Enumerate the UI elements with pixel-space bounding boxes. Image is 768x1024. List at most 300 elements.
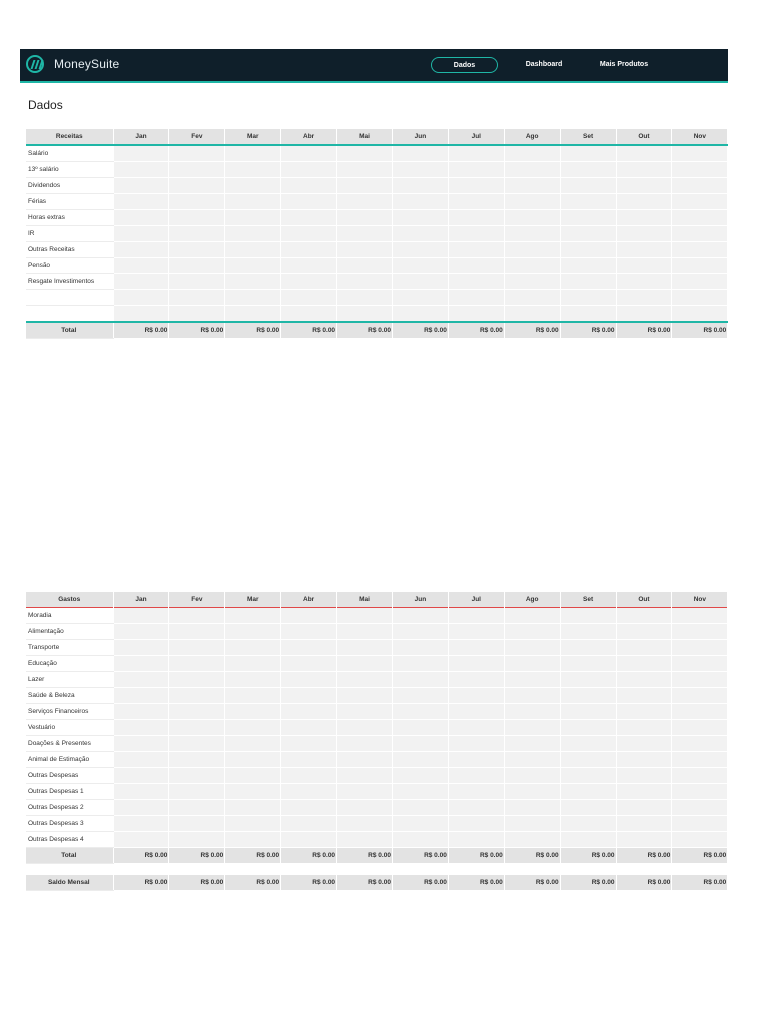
- gastos-cell-nov[interactable]: [672, 768, 728, 784]
- gastos-cell-ago[interactable]: [504, 768, 560, 784]
- gastos-cell-abr[interactable]: [281, 784, 337, 800]
- gastos-cell-jul[interactable]: [448, 736, 504, 752]
- gastos-cell-out[interactable]: [616, 608, 672, 624]
- gastos-cell-nov[interactable]: [672, 720, 728, 736]
- receitas-cell-abr[interactable]: [281, 194, 337, 210]
- gastos-cell-jun[interactable]: [392, 832, 448, 848]
- receitas-cell-ago[interactable]: [504, 306, 560, 323]
- gastos-cell-jun[interactable]: [392, 608, 448, 624]
- gastos-cell-mar[interactable]: [225, 640, 281, 656]
- receitas-cell-fev[interactable]: [169, 290, 225, 306]
- receitas-cell-nov[interactable]: [672, 258, 728, 274]
- gastos-cell-out[interactable]: [616, 736, 672, 752]
- gastos-cell-out[interactable]: [616, 624, 672, 640]
- gastos-cell-fev[interactable]: [169, 816, 225, 832]
- gastos-cell-set[interactable]: [560, 608, 616, 624]
- gastos-cell-abr[interactable]: [281, 688, 337, 704]
- receitas-cell-set[interactable]: [560, 274, 616, 290]
- gastos-cell-set[interactable]: [560, 816, 616, 832]
- saldo-fev: R$ 0.00: [169, 875, 225, 891]
- gastos-cell-abr[interactable]: [281, 736, 337, 752]
- gastos-cell-mai[interactable]: [337, 672, 393, 688]
- gastos-cell-ago[interactable]: [504, 784, 560, 800]
- gastos-cell-set[interactable]: [560, 832, 616, 848]
- gastos-cell-set[interactable]: [560, 720, 616, 736]
- receitas-cell-abr[interactable]: [281, 162, 337, 178]
- receitas-cell-ago[interactable]: [504, 162, 560, 178]
- gastos-cell-ago[interactable]: [504, 832, 560, 848]
- receitas-cell-nov[interactable]: [672, 162, 728, 178]
- receitas-cell-jan[interactable]: [113, 290, 169, 306]
- receitas-cell-set[interactable]: [560, 145, 616, 162]
- gastos-cell-jun[interactable]: [392, 672, 448, 688]
- gastos-cell-mai[interactable]: [337, 688, 393, 704]
- gastos-cell-abr[interactable]: [281, 672, 337, 688]
- receitas-cell-jul[interactable]: [448, 258, 504, 274]
- receitas-cell-abr[interactable]: [281, 210, 337, 226]
- gastos-cell-mar[interactable]: [225, 688, 281, 704]
- gastos-cell-out[interactable]: [616, 720, 672, 736]
- receitas-cell-mar[interactable]: [225, 242, 281, 258]
- gastos-cell-mar[interactable]: [225, 816, 281, 832]
- gastos-cell-out[interactable]: [616, 816, 672, 832]
- receitas-cell-fev[interactable]: [169, 162, 225, 178]
- receitas-cell-nov[interactable]: [672, 242, 728, 258]
- gastos-cell-abr[interactable]: [281, 816, 337, 832]
- gastos-cell-set[interactable]: [560, 752, 616, 768]
- gastos-row-label: Serviços Financeiros: [26, 704, 113, 720]
- gastos-cell-nov[interactable]: [672, 656, 728, 672]
- gastos-cell-abr[interactable]: [281, 800, 337, 816]
- gastos-cell-mar[interactable]: [225, 656, 281, 672]
- gastos-cell-jul[interactable]: [448, 688, 504, 704]
- gastos-cell-set[interactable]: [560, 736, 616, 752]
- receitas-cell-out[interactable]: [616, 274, 672, 290]
- gastos-cell-nov[interactable]: [672, 640, 728, 656]
- gastos-cell-mar[interactable]: [225, 832, 281, 848]
- gastos-cell-mai[interactable]: [337, 640, 393, 656]
- receitas-cell-mai[interactable]: [337, 274, 393, 290]
- gastos-cell-set[interactable]: [560, 784, 616, 800]
- receitas-cell-ago[interactable]: [504, 290, 560, 306]
- gastos-row-label: Outras Despesas: [26, 768, 113, 784]
- gastos-cell-jan[interactable]: [113, 816, 169, 832]
- gastos-cell-abr[interactable]: [281, 624, 337, 640]
- receitas-cell-mar[interactable]: [225, 210, 281, 226]
- gastos-cell-mar[interactable]: [225, 768, 281, 784]
- gastos-cell-mai[interactable]: [337, 608, 393, 624]
- receitas-cell-mai[interactable]: [337, 178, 393, 194]
- gastos-cell-jul[interactable]: [448, 608, 504, 624]
- receitas-cell-jul[interactable]: [448, 162, 504, 178]
- gastos-cell-ago[interactable]: [504, 752, 560, 768]
- gastos-cell-mai[interactable]: [337, 768, 393, 784]
- month-header-jul: Jul: [448, 129, 504, 145]
- gastos-cell-ago[interactable]: [504, 608, 560, 624]
- gastos-cell-fev[interactable]: [169, 752, 225, 768]
- receitas-cell-fev[interactable]: [169, 306, 225, 323]
- receitas-cell-abr[interactable]: [281, 242, 337, 258]
- gastos-cell-fev[interactable]: [169, 832, 225, 848]
- gastos-cell-jul[interactable]: [448, 624, 504, 640]
- receitas-cell-set[interactable]: [560, 210, 616, 226]
- receitas-cell-abr[interactable]: [281, 274, 337, 290]
- receitas-cell-mar[interactable]: [225, 226, 281, 242]
- gastos-cell-fev[interactable]: [169, 784, 225, 800]
- receitas-cell-jun[interactable]: [392, 210, 448, 226]
- receitas-cell-fev[interactable]: [169, 210, 225, 226]
- receitas-cell-jul[interactable]: [448, 194, 504, 210]
- gastos-cell-jan[interactable]: [113, 832, 169, 848]
- gastos-cell-abr[interactable]: [281, 608, 337, 624]
- receitas-cell-nov[interactable]: [672, 274, 728, 290]
- month-header-fev: Fev: [169, 129, 225, 145]
- gastos-cell-mar[interactable]: [225, 672, 281, 688]
- gastos-cell-fev[interactable]: [169, 800, 225, 816]
- gastos-cell-nov[interactable]: [672, 672, 728, 688]
- receitas-cell-jan[interactable]: [113, 210, 169, 226]
- receitas-cell-jul[interactable]: [448, 290, 504, 306]
- gastos-cell-mai[interactable]: [337, 752, 393, 768]
- receitas-cell-nov[interactable]: [672, 178, 728, 194]
- receitas-cell-jun[interactable]: [392, 226, 448, 242]
- gastos-cell-abr[interactable]: [281, 656, 337, 672]
- gastos-cell-jan[interactable]: [113, 800, 169, 816]
- gastos-cell-out[interactable]: [616, 752, 672, 768]
- gastos-cell-ago[interactable]: [504, 656, 560, 672]
- gastos-cell-out[interactable]: [616, 768, 672, 784]
- gastos-cell-jun[interactable]: [392, 816, 448, 832]
- gastos-cell-mar[interactable]: [225, 720, 281, 736]
- gastos-cell-jul[interactable]: [448, 832, 504, 848]
- receitas-cell-nov[interactable]: [672, 226, 728, 242]
- gastos-cell-out[interactable]: [616, 784, 672, 800]
- receitas-cell-jan[interactable]: [113, 258, 169, 274]
- receitas-cell-jul[interactable]: [448, 178, 504, 194]
- receitas-cell-ago[interactable]: [504, 242, 560, 258]
- receitas-cell-out[interactable]: [616, 226, 672, 242]
- gastos-cell-mai[interactable]: [337, 736, 393, 752]
- receitas-cell-out[interactable]: [616, 194, 672, 210]
- receitas-cell-ago[interactable]: [504, 258, 560, 274]
- gastos-cell-abr[interactable]: [281, 832, 337, 848]
- gastos-cell-out[interactable]: [616, 656, 672, 672]
- receitas-cell-mar[interactable]: [225, 194, 281, 210]
- gastos-cell-fev[interactable]: [169, 672, 225, 688]
- receitas-cell-jul[interactable]: [448, 145, 504, 162]
- gastos-cell-jul[interactable]: [448, 704, 504, 720]
- gastos-cell-set[interactable]: [560, 704, 616, 720]
- gastos-cell-nov[interactable]: [672, 688, 728, 704]
- gastos-cell-jun[interactable]: [392, 784, 448, 800]
- receitas-cell-fev[interactable]: [169, 226, 225, 242]
- receitas-cell-jul[interactable]: [448, 274, 504, 290]
- gastos-cell-jan[interactable]: [113, 624, 169, 640]
- gastos-cell-ago[interactable]: [504, 672, 560, 688]
- gastos-cell-jul[interactable]: [448, 640, 504, 656]
- gastos-cell-nov[interactable]: [672, 624, 728, 640]
- receitas-cell-fev[interactable]: [169, 178, 225, 194]
- receitas-cell-fev[interactable]: [169, 194, 225, 210]
- gastos-cell-set[interactable]: [560, 640, 616, 656]
- receitas-cell-mai[interactable]: [337, 258, 393, 274]
- receitas-cell-nov[interactable]: [672, 194, 728, 210]
- receitas-cell-mar[interactable]: [225, 274, 281, 290]
- month-header-ago: Ago: [504, 129, 560, 145]
- gastos-cell-jan[interactable]: [113, 752, 169, 768]
- receitas-cell-mai[interactable]: [337, 162, 393, 178]
- gastos-cell-nov[interactable]: [672, 816, 728, 832]
- gastos-cell-jun[interactable]: [392, 640, 448, 656]
- gastos-cell-nov[interactable]: [672, 784, 728, 800]
- receitas-cell-set[interactable]: [560, 242, 616, 258]
- receitas-cell-abr[interactable]: [281, 145, 337, 162]
- gastos-cell-out[interactable]: [616, 640, 672, 656]
- gastos-cell-set[interactable]: [560, 688, 616, 704]
- gastos-cell-jan[interactable]: [113, 704, 169, 720]
- gastos-cell-jan[interactable]: [113, 672, 169, 688]
- receitas-cell-jan[interactable]: [113, 274, 169, 290]
- gastos-cell-jan[interactable]: [113, 608, 169, 624]
- receitas-cell-fev[interactable]: [169, 242, 225, 258]
- gastos-cell-fev[interactable]: [169, 720, 225, 736]
- gastos-cell-jan[interactable]: [113, 720, 169, 736]
- gastos-cell-fev[interactable]: [169, 608, 225, 624]
- gastos-cell-jun[interactable]: [392, 720, 448, 736]
- gastos-cell-mar[interactable]: [225, 752, 281, 768]
- receitas-cell-jul[interactable]: [448, 210, 504, 226]
- gastos-cell-jul[interactable]: [448, 800, 504, 816]
- gastos-cell-nov[interactable]: [672, 800, 728, 816]
- gastos-cell-ago[interactable]: [504, 800, 560, 816]
- receitas-cell-mai[interactable]: [337, 210, 393, 226]
- gastos-cell-mai[interactable]: [337, 656, 393, 672]
- receitas-cell-fev[interactable]: [169, 258, 225, 274]
- gastos-cell-ago[interactable]: [504, 640, 560, 656]
- gastos-cell-nov[interactable]: [672, 832, 728, 848]
- gastos-cell-mai[interactable]: [337, 720, 393, 736]
- gastos-cell-out[interactable]: [616, 832, 672, 848]
- receitas-cell-ago[interactable]: [504, 210, 560, 226]
- gastos-cell-fev[interactable]: [169, 640, 225, 656]
- receitas-cell-fev[interactable]: [169, 145, 225, 162]
- receitas-cell-out[interactable]: [616, 306, 672, 323]
- receitas-cell-jan[interactable]: [113, 242, 169, 258]
- gastos-cell-jun[interactable]: [392, 688, 448, 704]
- gastos-row: [26, 704, 728, 720]
- gastos-cell-ago[interactable]: [504, 704, 560, 720]
- receitas-cell-out[interactable]: [616, 290, 672, 306]
- receitas-cell-ago[interactable]: [504, 226, 560, 242]
- gastos-cell-jun[interactable]: [392, 656, 448, 672]
- receitas-cell-jun[interactable]: [392, 274, 448, 290]
- receitas-cell-jun[interactable]: [392, 290, 448, 306]
- receitas-cell-set[interactable]: [560, 258, 616, 274]
- gastos-cell-jun[interactable]: [392, 736, 448, 752]
- gastos-cell-out[interactable]: [616, 672, 672, 688]
- receitas-total-ago: R$ 0.00: [504, 322, 560, 339]
- gastos-cell-mai[interactable]: [337, 800, 393, 816]
- gastos-cell-out[interactable]: [616, 800, 672, 816]
- gastos-cell-nov[interactable]: [672, 704, 728, 720]
- gastos-cell-nov[interactable]: [672, 752, 728, 768]
- gastos-cell-jul[interactable]: [448, 656, 504, 672]
- brand-name: MoneySuite: [54, 57, 120, 71]
- receitas-cell-nov[interactable]: [672, 210, 728, 226]
- receitas-cell-mai[interactable]: [337, 226, 393, 242]
- receitas-cell-jun[interactable]: [392, 194, 448, 210]
- gastos-cell-set[interactable]: [560, 656, 616, 672]
- gastos-cell-fev[interactable]: [169, 688, 225, 704]
- gastos-cell-mar[interactable]: [225, 608, 281, 624]
- receitas-cell-set[interactable]: [560, 162, 616, 178]
- receitas-cell-mai[interactable]: [337, 242, 393, 258]
- gastos-cell-jul[interactable]: [448, 672, 504, 688]
- gastos-cell-nov[interactable]: [672, 736, 728, 752]
- gastos-cell-set[interactable]: [560, 672, 616, 688]
- gastos-cell-jan[interactable]: [113, 640, 169, 656]
- receitas-cell-out[interactable]: [616, 178, 672, 194]
- receitas-cell-set[interactable]: [560, 194, 616, 210]
- receitas-cell-out[interactable]: [616, 145, 672, 162]
- gastos-cell-set[interactable]: [560, 768, 616, 784]
- gastos-cell-jun[interactable]: [392, 752, 448, 768]
- gastos-cell-jul[interactable]: [448, 816, 504, 832]
- receitas-cell-jan[interactable]: [113, 194, 169, 210]
- receitas-cell-out[interactable]: [616, 258, 672, 274]
- gastos-cell-jul[interactable]: [448, 720, 504, 736]
- gastos-cell-mar[interactable]: [225, 784, 281, 800]
- receitas-cell-out[interactable]: [616, 210, 672, 226]
- receitas-cell-mar[interactable]: [225, 162, 281, 178]
- receitas-cell-jun[interactable]: [392, 306, 448, 323]
- receitas-cell-nov[interactable]: [672, 145, 728, 162]
- receitas-cell-fev[interactable]: [169, 274, 225, 290]
- receitas-cell-abr[interactable]: [281, 178, 337, 194]
- gastos-cell-mar[interactable]: [225, 704, 281, 720]
- receitas-cell-out[interactable]: [616, 162, 672, 178]
- gastos-cell-abr[interactable]: [281, 720, 337, 736]
- gastos-cell-set[interactable]: [560, 800, 616, 816]
- receitas-cell-mar[interactable]: [225, 290, 281, 306]
- receitas-cell-ago[interactable]: [504, 145, 560, 162]
- gastos-cell-mai[interactable]: [337, 704, 393, 720]
- gastos-cell-mar[interactable]: [225, 624, 281, 640]
- nav-dados-button[interactable]: Dados: [431, 57, 498, 73]
- gastos-cell-fev[interactable]: [169, 704, 225, 720]
- gastos-cell-abr[interactable]: [281, 752, 337, 768]
- gastos-cell-ago[interactable]: [504, 688, 560, 704]
- gastos-cell-out[interactable]: [616, 704, 672, 720]
- receitas-cell-set[interactable]: [560, 178, 616, 194]
- gastos-cell-jan[interactable]: [113, 768, 169, 784]
- receitas-cell-nov[interactable]: [672, 306, 728, 323]
- receitas-cell-mar[interactable]: [225, 306, 281, 323]
- receitas-cell-mar[interactable]: [225, 258, 281, 274]
- gastos-cell-jun[interactable]: [392, 800, 448, 816]
- receitas-cell-jun[interactable]: [392, 242, 448, 258]
- gastos-cell-fev[interactable]: [169, 736, 225, 752]
- receitas-cell-mai[interactable]: [337, 306, 393, 323]
- receitas-cell-set[interactable]: [560, 226, 616, 242]
- nav-mais-produtos-button[interactable]: Mais Produtos: [599, 61, 649, 68]
- receitas-cell-mai[interactable]: [337, 145, 393, 162]
- receitas-cell-abr[interactable]: [281, 306, 337, 323]
- gastos-cell-mar[interactable]: [225, 736, 281, 752]
- gastos-cell-fev[interactable]: [169, 768, 225, 784]
- receitas-cell-jun[interactable]: [392, 162, 448, 178]
- gastos-cell-abr[interactable]: [281, 640, 337, 656]
- receitas-cell-ago[interactable]: [504, 178, 560, 194]
- gastos-cell-jan[interactable]: [113, 656, 169, 672]
- month-header-abr: Abr: [281, 129, 337, 145]
- gastos-cell-ago[interactable]: [504, 624, 560, 640]
- gastos-cell-nov[interactable]: [672, 608, 728, 624]
- receitas-cell-jun[interactable]: [392, 258, 448, 274]
- gastos-cell-abr[interactable]: [281, 704, 337, 720]
- gastos-cell-mar[interactable]: [225, 800, 281, 816]
- gastos-cell-jan[interactable]: [113, 688, 169, 704]
- receitas-cell-mai[interactable]: [337, 290, 393, 306]
- receitas-cell-ago[interactable]: [504, 274, 560, 290]
- gastos-cell-jan[interactable]: [113, 784, 169, 800]
- receitas-cell-abr[interactable]: [281, 226, 337, 242]
- receitas-cell-out[interactable]: [616, 242, 672, 258]
- gastos-cell-mai[interactable]: [337, 784, 393, 800]
- gastos-cell-jun[interactable]: [392, 768, 448, 784]
- gastos-cell-mai[interactable]: [337, 832, 393, 848]
- gastos-cell-mai[interactable]: [337, 624, 393, 640]
- receitas-cell-set[interactable]: [560, 306, 616, 323]
- gastos-cell-set[interactable]: [560, 624, 616, 640]
- gastos-cell-abr[interactable]: [281, 768, 337, 784]
- receitas-cell-abr[interactable]: [281, 290, 337, 306]
- receitas-cell-jan[interactable]: [113, 162, 169, 178]
- receitas-cell-mar[interactable]: [225, 145, 281, 162]
- gastos-cell-jul[interactable]: [448, 768, 504, 784]
- gastos-cell-jan[interactable]: [113, 736, 169, 752]
- receitas-cell-ago[interactable]: [504, 194, 560, 210]
- receitas-cell-jun[interactable]: [392, 178, 448, 194]
- receitas-cell-jan[interactable]: [113, 226, 169, 242]
- receitas-cell-jan[interactable]: [113, 178, 169, 194]
- gastos-row-label: Animal de Estimação: [26, 752, 113, 768]
- receitas-cell-jul[interactable]: [448, 306, 504, 323]
- gastos-cell-ago[interactable]: [504, 736, 560, 752]
- gastos-cell-jul[interactable]: [448, 784, 504, 800]
- gastos-cell-mai[interactable]: [337, 816, 393, 832]
- receitas-cell-jan[interactable]: [113, 145, 169, 162]
- receitas-cell-jun[interactable]: [392, 145, 448, 162]
- gastos-cell-ago[interactable]: [504, 720, 560, 736]
- receitas-cell-mar[interactable]: [225, 178, 281, 194]
- receitas-cell-set[interactable]: [560, 290, 616, 306]
- gastos-cell-fev[interactable]: [169, 624, 225, 640]
- receitas-cell-jul[interactable]: [448, 242, 504, 258]
- gastos-cell-jul[interactable]: [448, 752, 504, 768]
- nav-dashboard-button[interactable]: Dashboard: [525, 61, 563, 68]
- receitas-cell-jan[interactable]: [113, 306, 169, 323]
- gastos-cell-ago[interactable]: [504, 816, 560, 832]
- receitas-cell-mai[interactable]: [337, 194, 393, 210]
- receitas-cell-abr[interactable]: [281, 258, 337, 274]
- receitas-cell-jul[interactable]: [448, 226, 504, 242]
- gastos-cell-fev[interactable]: [169, 656, 225, 672]
- gastos-cell-jun[interactable]: [392, 624, 448, 640]
- gastos-cell-out[interactable]: [616, 688, 672, 704]
- gastos-cell-jun[interactable]: [392, 704, 448, 720]
- receitas-cell-nov[interactable]: [672, 290, 728, 306]
